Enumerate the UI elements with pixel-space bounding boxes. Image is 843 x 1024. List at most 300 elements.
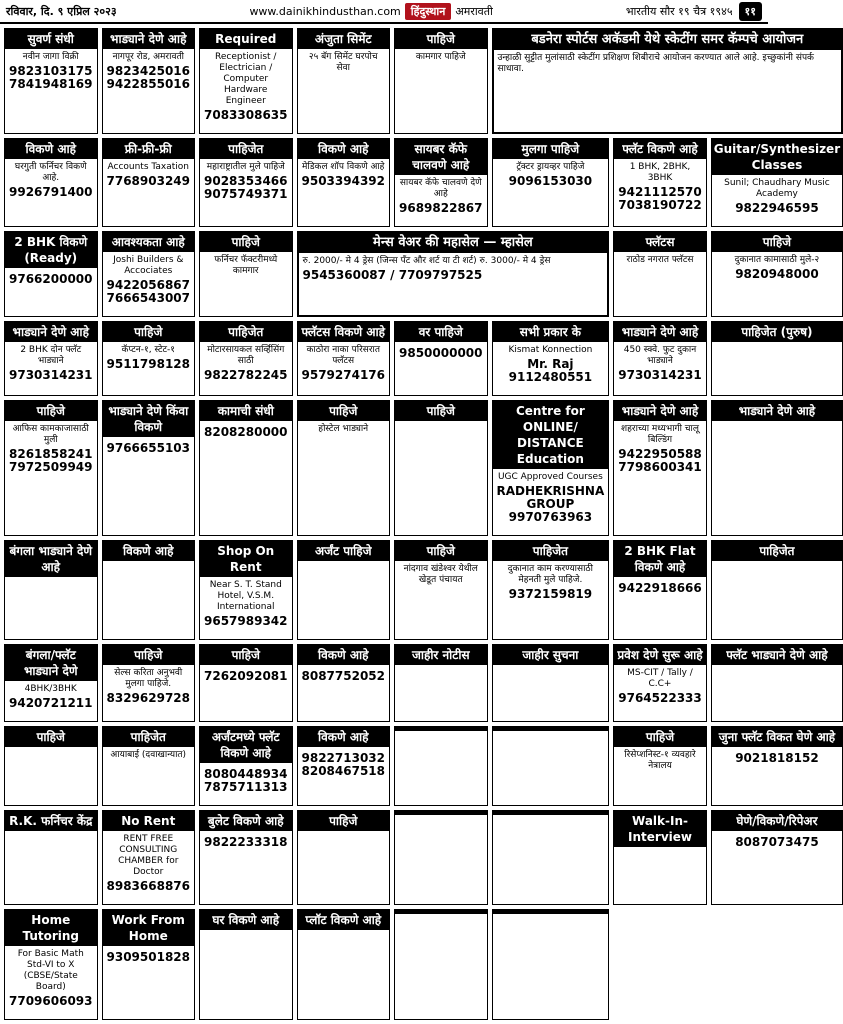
ad-body (298, 421, 390, 535)
ad-phone[interactable]: 9422056867 7666543007 (106, 278, 190, 305)
ad-title: R.K. फर्निचर केंद्र (5, 811, 97, 831)
classified-ad (297, 644, 391, 722)
classified-ad (297, 138, 391, 227)
ad-phone[interactable]: 9822713032 8208467518 (301, 751, 385, 778)
classified-ad (297, 810, 391, 905)
ad-body (200, 763, 292, 805)
classified-ad (297, 231, 610, 317)
ad-title: पाहिजे (395, 401, 487, 421)
ad-body (298, 665, 390, 721)
ad-title: सभी प्रकार के (493, 322, 609, 342)
ad-phone[interactable]: 9689822867 (399, 201, 483, 215)
classified-ad (613, 231, 707, 317)
masthead (0, 0, 768, 24)
classified-ad (4, 28, 98, 134)
ad-body (614, 421, 706, 535)
ad-text: 1 BHK, 2BHK, 3BHK (629, 162, 691, 183)
ad-title: पाहिजे (712, 232, 842, 252)
ad-title: पाहिजेत (103, 727, 195, 747)
ads-grid (4, 28, 841, 1020)
ad-body (103, 561, 195, 639)
classified-ad (613, 726, 707, 806)
ad-body (200, 930, 292, 1019)
classified-ad (199, 909, 293, 1020)
ad-title: 2 BHK विकणे (Ready) (5, 232, 97, 268)
ad-phone[interactable]: 9822233318 (204, 835, 288, 849)
ad-title: भाड्याने देणे आहे (614, 322, 706, 342)
classified-ad (4, 540, 98, 640)
ad-title: फ्लॅटस (614, 232, 706, 252)
ad-title: Walk-In-Interview (614, 811, 706, 847)
ad-phone[interactable]: 7709606093 (9, 994, 93, 1008)
ad-body (103, 437, 195, 535)
ad-phone[interactable]: 8087752052 (301, 669, 385, 683)
ad-phone[interactable]: 9422950588 7798600341 (618, 447, 702, 474)
ad-text: महाराष्ट्रातील मुले पाहिजे (206, 162, 285, 172)
classified-ad (4, 231, 98, 317)
ad-text: दुकानात कामासाठी मुले-२ (734, 255, 820, 265)
ad-phone[interactable]: 9766200000 (9, 272, 93, 286)
ad-title: पाहिजे (395, 29, 487, 49)
classified-ad (613, 400, 707, 536)
ad-text: होस्टेल भाड्याने (318, 424, 369, 434)
classified-ad (613, 810, 707, 905)
ad-phone[interactable]: 9850000000 (399, 346, 483, 360)
ad-body (395, 914, 487, 1019)
ad-body (298, 747, 390, 805)
ad-text: RENT FREE CONSULTING CHAMBER for Doctor (118, 834, 179, 877)
ad-body (200, 342, 292, 395)
ad-phone[interactable]: 9503394392 (301, 174, 385, 188)
ad-title: पाहिजेत (493, 541, 609, 561)
ad-title: भाड्याने देणे किंवा विकणे (103, 401, 195, 437)
classified-ad (102, 231, 196, 317)
classified-ad (492, 810, 610, 905)
ad-body (614, 847, 706, 904)
classified-ad (492, 540, 610, 640)
classified-ad (711, 726, 843, 806)
ad-title: विकणे आहे (298, 645, 390, 665)
ad-body (103, 747, 195, 805)
ad-body (712, 342, 842, 395)
ad-phone[interactable]: 7083308635 (204, 108, 288, 122)
ad-text: दुकानात काम करण्यासाठी मेहनती मुले पाहिजे. (507, 564, 593, 585)
ad-title: पाहिजे (5, 727, 97, 747)
ad-phone[interactable]: 8080448934 7875711313 (204, 767, 288, 794)
classified-ad (4, 726, 98, 806)
ad-text: फर्निचर फॅक्टरीमध्ये कामगार (214, 255, 278, 276)
ad-body (200, 577, 292, 639)
ad-title: अंजुता सिमेंट (298, 29, 390, 49)
ad-phone[interactable]: 9096153030 (508, 174, 593, 188)
ad-title: पाहिजे (298, 811, 390, 831)
ad-phone[interactable]: 9730314231 (618, 368, 702, 382)
ad-body (493, 159, 609, 226)
ad-title: 2 BHK Flat विकणे आहे (614, 541, 706, 577)
ad-body (103, 946, 195, 1019)
classified-ad (297, 540, 391, 640)
ad-body (200, 252, 292, 316)
ad-text: काठोरा नाका परिसरात फ्लॅटस (306, 345, 380, 366)
classified-ad (4, 909, 98, 1020)
ad-title: Required (200, 29, 292, 49)
ad-text: Near S. T. Stand Hotel, V.S.M. International (209, 580, 282, 612)
classified-ad (394, 321, 488, 396)
classified-ad (102, 400, 196, 536)
classified-ad (613, 138, 707, 227)
ad-phone[interactable]: 9421112570 7038190722 (618, 185, 702, 212)
ad-title: पाहिजे (5, 401, 97, 421)
ad-phone[interactable]: 8329629728 (106, 691, 190, 705)
ad-text: MS-CIT / Tally / C.C+ (627, 668, 693, 689)
ad-body (5, 946, 97, 1019)
ad-body (395, 561, 487, 639)
ad-text: Sunil; Chaudhary Music Academy (724, 178, 830, 199)
ad-phone[interactable]: 9926791400 (9, 185, 93, 199)
ad-phone[interactable]: 7262092081 (204, 669, 288, 683)
masthead-website[interactable]: www.dainikhindusthan.com (249, 4, 401, 18)
ad-phone[interactable]: 9730314231 (9, 368, 93, 382)
ad-title: पाहिजे (298, 401, 390, 421)
ad-body (493, 731, 609, 805)
ad-title: बुलेट विकणे आहे (200, 811, 292, 831)
ad-body (5, 159, 97, 226)
classified-ad (711, 540, 843, 640)
classified-ad (711, 138, 843, 227)
brand (249, 3, 492, 20)
ad-text: मोटारसायकल सर्व्हिसिंग साठी (207, 345, 285, 366)
ad-body (103, 159, 195, 226)
brand-sub: अमरावती (455, 4, 493, 18)
ad-text: शहराच्या मध्यभागी चालू बिल्डिंग (621, 424, 699, 445)
ad-title: पाहिजे (200, 232, 292, 252)
classified-ad (492, 726, 610, 806)
ad-body (395, 731, 487, 805)
classified-ad (711, 644, 843, 722)
ad-title: पाहिजे (103, 645, 195, 665)
classified-ad (297, 321, 391, 396)
ad-title: फ्लॅट भाड्याने देणे आहे (712, 645, 842, 665)
ad-body (200, 421, 292, 535)
ad-body (200, 831, 292, 904)
ad-phone[interactable]: 9309501828 (106, 950, 190, 964)
classified-ad (711, 321, 843, 396)
classified-ad (199, 400, 293, 536)
ad-body (395, 175, 487, 226)
classified-ad (102, 321, 196, 396)
page-number: ११ (739, 2, 762, 21)
ad-text: आयाबाई (दवाखान्यात) (110, 750, 187, 760)
ad-body (614, 747, 706, 805)
ad-title: विकणे आहे (103, 541, 195, 561)
ad-body (298, 342, 390, 395)
ad-body (103, 342, 195, 395)
ad-phone[interactable]: 7768903249 (106, 174, 190, 188)
ad-text: घरगुती फर्निचर विकणे आहे. (14, 162, 87, 183)
ad-body (614, 252, 706, 316)
ad-body (614, 665, 706, 721)
ad-title: मेन्स वेअर की महासेल — म्हासेल (299, 233, 608, 253)
ad-body (298, 831, 390, 904)
masthead-right-date: भारतीय सौर १९ चैत्र १९४५ (625, 4, 733, 18)
ad-body (493, 815, 609, 904)
ad-phone[interactable]: 9657989342 (204, 614, 288, 628)
ad-phone[interactable]: 8208280000 (204, 425, 288, 439)
classified-ad (711, 231, 843, 317)
ad-title: कामाची संधी (200, 401, 292, 421)
ad-title: बडनेरा स्पोर्टस अकॅडमी येथे स्केटींग समर कॅम्पचे आयोजन (494, 30, 842, 50)
ad-text: आफिस कामकाजासाठी मुली (12, 424, 89, 445)
ad-title: वर पाहिजे (395, 322, 487, 342)
ad-body (103, 49, 195, 133)
classified-ad (394, 28, 488, 134)
ad-body (5, 747, 97, 805)
classified-ad (394, 644, 488, 722)
classified-ad (4, 321, 98, 396)
ad-phone[interactable]: 9028353466 9075749371 (204, 174, 288, 201)
ad-body (5, 342, 97, 395)
ad-title: भाड्याने देणे आहे (5, 322, 97, 342)
classified-ad (711, 400, 843, 536)
classified-ad (492, 644, 610, 722)
classified-ad (102, 138, 196, 227)
ad-body (493, 342, 609, 395)
ad-text: रु. 2000/- मे 4 ड्रेस (जिन्स पँट और शर्ट या टी शर्ट) रु. 3000/- मे 4 ड्रेस (302, 256, 551, 266)
classified-ad (297, 726, 391, 806)
brand-logo: हिंदुस्थान (405, 3, 452, 20)
ad-title: Shop On Rent (200, 541, 292, 577)
ad-phone[interactable]: 9372159819 (508, 587, 593, 601)
masthead-date: रविवार, दि. ९ एप्रिल २०२३ (6, 4, 117, 18)
classified-ad (102, 909, 196, 1020)
ad-body (712, 747, 842, 805)
ad-body (200, 665, 292, 721)
ad-title: पाहिजे (200, 645, 292, 665)
ad-title: Centre for ONLINE/ DISTANCE Education (493, 401, 609, 469)
ad-body (298, 159, 390, 226)
ad-phone[interactable]: 8087073475 (735, 835, 819, 849)
ad-text: Accounts Taxation (107, 162, 189, 172)
classified-ad (394, 909, 488, 1020)
classified-ad (199, 644, 293, 722)
ad-title: पाहिजेत (200, 322, 292, 342)
ad-title: No Rent (103, 811, 195, 831)
ad-body (299, 253, 608, 315)
ad-text: Receptionist / Electrician / Computer Hardware Engineer (215, 52, 277, 106)
classified-ad (394, 726, 488, 806)
ad-title: अर्जंट पाहिजे (298, 541, 390, 561)
classified-ad (4, 810, 98, 905)
ad-title: फ्लॅट विकणे आहे (614, 139, 706, 159)
ad-title: पाहिजे (103, 322, 195, 342)
classified-ad (492, 400, 610, 536)
ad-body (493, 914, 609, 1019)
ad-text: मेडिकल शॉप विकणे आहे (302, 162, 385, 172)
ad-title: बंगला भाड्याने देणे आहे (5, 541, 97, 577)
ad-body (493, 469, 609, 535)
classified-ad (394, 138, 488, 227)
classified-ad (492, 28, 843, 134)
ad-title: विकणे आहे (298, 139, 390, 159)
ad-text: रिसेप्शनिस्ट-१ व्यवहारे नेत्रालय (624, 750, 696, 771)
ad-title: फ्लॅटस विकणे आहे (298, 322, 390, 342)
ad-phone[interactable]: Mr. Raj 9112480551 (508, 357, 593, 384)
ad-body (395, 342, 487, 395)
classified-ad (492, 321, 610, 396)
ad-body (395, 49, 487, 133)
ad-title: आवश्यकता आहे (103, 232, 195, 252)
classified-ad (4, 400, 98, 536)
ad-title: Home Tutoring (5, 910, 97, 946)
ad-title: जाहीर सुचना (493, 645, 609, 665)
ad-text: 450 स्क्वे. फुट दुकान भाड्याने (623, 345, 697, 366)
ad-phone[interactable]: 9021818152 (735, 751, 819, 765)
ad-title: जुना फ्लॅट विकत घेणे आहे (712, 727, 842, 747)
ad-body (298, 561, 390, 639)
classified-ad (199, 321, 293, 396)
ad-title: पाहिजेत (200, 139, 292, 159)
ad-phone[interactable]: 8983668876 (106, 879, 190, 893)
classified-ad (297, 28, 391, 134)
classified-ad (102, 810, 196, 905)
ad-body (614, 159, 706, 226)
ad-body (103, 665, 195, 721)
classified-ad (199, 726, 293, 806)
classified-ad (199, 138, 293, 227)
ad-text: सायबर कॅफे चालवणे देणे आहे (399, 178, 482, 199)
ad-body (712, 421, 842, 535)
ad-text: 2 BHK दोन फ्लॅट भाड्याने (20, 345, 82, 366)
ad-body (298, 930, 390, 1019)
ad-title: विकणे आहे (298, 727, 390, 747)
ad-phone[interactable]: 8261858241 7972509949 (9, 447, 93, 474)
ad-text: कॅप्टन-१, स्टेट-१ (121, 345, 175, 355)
ad-title: प्लॉट विकणे आहे (298, 910, 390, 930)
ad-phone[interactable]: 9579274176 (301, 368, 385, 382)
classified-ad (102, 28, 196, 134)
ad-text: नवीन जागा विक्री (22, 52, 79, 62)
ad-body (494, 50, 842, 132)
classified-ad (199, 231, 293, 317)
ad-phone[interactable]: 9511798128 (106, 357, 190, 371)
ad-body (298, 49, 390, 133)
ad-phone[interactable]: 9545360087 / 7709797525 (302, 268, 483, 282)
classified-ad (711, 810, 843, 905)
ad-body (712, 561, 842, 639)
ad-body (614, 577, 706, 639)
ad-body (103, 831, 195, 904)
ad-text: For Basic Math Std-VI to X (CBSE/State Board) (17, 949, 84, 992)
ad-title: पाहिजे (614, 727, 706, 747)
classified-ad (394, 540, 488, 640)
classified-ad (297, 400, 391, 536)
ad-body (5, 577, 97, 639)
ad-title: पाहिजे (395, 541, 487, 561)
ad-text: नागपूर रोड, अमरावती (112, 52, 184, 62)
ad-body (395, 421, 487, 535)
ad-body (614, 342, 706, 395)
ad-phone[interactable]: 9766655103 (106, 441, 190, 455)
ad-text: Joshi Builders & Accociates (113, 255, 184, 276)
ad-phone[interactable]: 9823103175 7841948169 (9, 64, 93, 91)
ad-body (5, 49, 97, 133)
ad-title: पाहिजेत (पुरुष) (712, 322, 842, 342)
ad-body (5, 268, 97, 316)
classified-ad (613, 540, 707, 640)
classified-ad (394, 810, 488, 905)
ad-title: भाड्याने देणे आहे (712, 401, 842, 421)
ad-phone[interactable]: 9422918666 (618, 581, 702, 595)
ad-body (5, 681, 97, 721)
ad-phone[interactable]: 9820948000 (735, 267, 819, 281)
classified-ad (394, 400, 488, 536)
ad-text: नांदगाव खंडेश्वर येथील खेडूत पंचायत (403, 564, 478, 585)
ad-title: Work From Home (103, 910, 195, 946)
ad-text: ट्रॅक्टर ड्रायव्हर पाहिजे (516, 162, 585, 172)
ad-title: विकणे आहे (5, 139, 97, 159)
ad-title: फ्री-फ्री-फ्री (103, 139, 195, 159)
ad-title: मुलगा पाहिजे (493, 139, 609, 159)
classified-ad (102, 644, 196, 722)
classified-ad (4, 644, 98, 722)
ad-title: प्रवेश देणे सुरू आहे (614, 645, 706, 665)
classified-ad (102, 726, 196, 806)
ad-body (395, 815, 487, 904)
ad-body (200, 159, 292, 226)
ad-phone[interactable]: 9822946595 (735, 201, 819, 215)
ad-body (103, 252, 195, 316)
ad-phone[interactable]: 9822782245 (204, 368, 288, 382)
ad-title: सुवर्ण संधी (5, 29, 97, 49)
masthead-right (626, 2, 762, 21)
ad-text: सेल्स करिता अनुभवी मुलगा पाहिजे. (114, 668, 183, 689)
ad-title: अर्जंटमध्ये फ्लॅट विकणे आहे (200, 727, 292, 763)
classified-ad (492, 909, 610, 1020)
ad-body (493, 665, 609, 721)
classified-ad (102, 540, 196, 640)
ad-phone[interactable]: 9420721211 (9, 696, 93, 710)
ad-text: २५ बॅग सिमेंट घरपोच सेवा (308, 52, 378, 73)
ad-body (712, 175, 842, 226)
ad-body (712, 252, 842, 316)
ad-body (395, 665, 487, 721)
ad-body (5, 421, 97, 535)
ad-text: 4BHK/3BHK (24, 684, 77, 694)
ad-title: भाड्याने देणे आहे (614, 401, 706, 421)
classified-ad (492, 138, 610, 227)
ad-body (200, 49, 292, 133)
ad-phone[interactable]: 9764522333 (618, 691, 702, 705)
ad-title: Guitar/Synthesizer Classes (712, 139, 842, 175)
ad-text: कामगार पाहिजे (415, 52, 466, 62)
ad-text: Kismat Konnection (508, 345, 593, 355)
ad-body (712, 665, 842, 721)
ad-title: सायबर कॅफे चालवणे आहे (395, 139, 487, 175)
ad-phone[interactable]: 9823425016 9422855016 (106, 64, 190, 91)
ad-text: UGC Approved Courses (497, 472, 603, 482)
ad-phone[interactable]: RADHEKRISHNA GROUP 9970763963 (496, 484, 605, 524)
ad-text: राठोड नगरात फ्लॅटस (626, 255, 694, 265)
classified-ad (613, 321, 707, 396)
ad-title: भाड्याने देणे आहे (103, 29, 195, 49)
ad-title: जाहीर नोटीस (395, 645, 487, 665)
ad-text: उन्हाळी सुट्टीत मुलांसाठी स्केटींग प्रशिक्षण शिबीराचे आयोजन करण्यात आले आहे. इच्छुकांनी संपर्क साधावा. (497, 53, 814, 74)
ad-body (712, 831, 842, 904)
ad-body (493, 561, 609, 639)
classified-ad (4, 138, 98, 227)
classified-ad (297, 909, 391, 1020)
ad-body (5, 831, 97, 904)
